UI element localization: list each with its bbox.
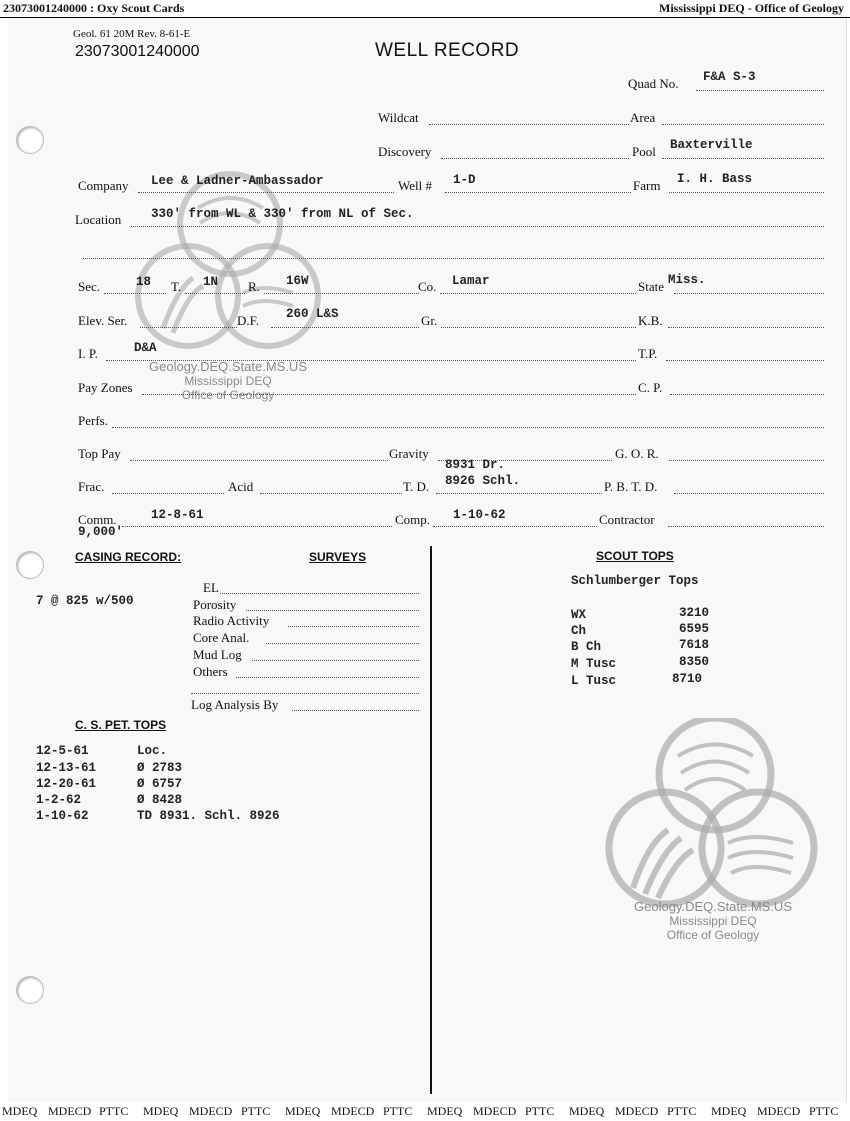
survey-el-line	[220, 593, 419, 594]
cs-pet-tops-row-note: Ø 6757	[137, 777, 183, 791]
sec-value: 18	[136, 275, 152, 289]
t-line	[185, 293, 245, 294]
state-value: Miss.	[668, 273, 706, 287]
footer-item: MDEQ	[711, 1104, 747, 1118]
location-line-2	[83, 258, 824, 259]
footer-bar	[0, 1104, 850, 1121]
df-line	[271, 327, 419, 328]
cs-pet-tops-row-date: 12-13-61	[36, 761, 97, 775]
survey-others-label: Others	[193, 664, 228, 679]
scout-top-name: Ch	[571, 624, 587, 638]
survey-el-label: EL	[203, 580, 219, 595]
watermark-logo-bottom	[603, 718, 823, 958]
scout-top-depth: 7618	[679, 638, 710, 652]
comp-label: Comp.	[395, 512, 431, 527]
watermark-url: Geology.DEQ.State.MS.US	[149, 359, 307, 374]
location-label: Location	[75, 212, 122, 227]
well-record-card	[8, 18, 847, 1102]
area-line	[662, 124, 824, 125]
survey-porosity-label: Porosity	[193, 597, 237, 612]
quad-no-value: F&A S-3	[703, 70, 756, 84]
location-value: 330' from WL & 330' from NL of Sec.	[151, 207, 414, 221]
well-label: Well #	[398, 178, 432, 193]
casing-record-heading: CASING RECORD:	[75, 550, 182, 564]
survey-core-line	[266, 643, 419, 644]
ip-value: D&A	[134, 341, 157, 355]
gr-line	[441, 327, 636, 328]
form-id: Geol. 61 20M Rev. 8-61-E	[73, 28, 191, 40]
pbtd-line	[674, 493, 824, 494]
punch-hole-top	[16, 126, 44, 154]
survey-others-line	[236, 677, 419, 678]
footer-item: PTTC	[99, 1104, 129, 1118]
log-analysis-line	[292, 710, 419, 711]
casing-entry: 7 @ 825 w/500	[36, 594, 134, 608]
watermark-agency: Mississippi DEQ	[669, 914, 757, 928]
tp-line	[666, 360, 824, 361]
top-bar-right-title: Mississippi DEQ - Office of Geology	[659, 1, 844, 15]
scout-top-depth: 8350	[679, 655, 710, 669]
footer-item: MDECD	[615, 1104, 659, 1118]
gor-label: G. O. R.	[615, 446, 659, 461]
comm-extra-value: 9,000'	[78, 525, 124, 539]
well-value: 1-D	[453, 173, 476, 187]
comm-label: Comm.	[78, 512, 117, 527]
contractor-line	[668, 526, 824, 527]
sec-label: Sec.	[78, 279, 101, 294]
elev-ser-label: Elev. Ser.	[78, 313, 128, 328]
cs-pet-tops-row-date: 12-20-61	[36, 777, 97, 791]
footer-item: MDEQ	[143, 1104, 179, 1118]
footer-item: MDECD	[473, 1104, 517, 1118]
co-line	[440, 293, 636, 294]
gr-label: Gr.	[421, 313, 438, 328]
farm-value: I. H. Bass	[677, 172, 753, 186]
td-line	[436, 493, 602, 494]
r-value: 16W	[286, 274, 309, 288]
pay-zones-label: Pay Zones	[78, 380, 133, 395]
footer-item: PTTC	[525, 1104, 555, 1118]
df-value: 260 L&S	[286, 307, 339, 321]
discovery-line	[441, 158, 629, 159]
pool-label: Pool	[632, 144, 656, 159]
footer-item: MDECD	[189, 1104, 233, 1118]
survey-core-label: Core Anal.	[193, 630, 250, 645]
watermark-agency: Mississippi DEQ	[184, 374, 272, 388]
acid-label: Acid	[228, 479, 254, 494]
watermark-office: Office of Geology	[181, 388, 275, 402]
tp-label: T.P.	[638, 346, 658, 361]
survey-blank-line	[191, 693, 419, 694]
td-value-schl: 8926 Schl.	[445, 474, 521, 488]
top-pay-line	[130, 460, 388, 461]
pay-zones-line	[142, 394, 636, 395]
survey-porosity-line	[246, 610, 419, 611]
r-label: R.	[248, 279, 260, 294]
watermark-circles-icon	[603, 718, 823, 918]
cs-pet-tops-row-note: Ø 2783	[137, 761, 183, 775]
frac-label: Frac.	[78, 479, 105, 494]
punch-hole-middle	[16, 551, 44, 579]
state-label: State	[638, 279, 664, 294]
survey-radio-label: Radio Activity	[193, 613, 270, 628]
perfs-label: Perfs.	[78, 413, 108, 428]
cp-line	[670, 394, 824, 395]
footer-item: MDEQ	[2, 1104, 38, 1118]
cs-pet-tops-row-date: 12-5-61	[36, 744, 89, 758]
cs-pet-tops-row-date: 1-2-62	[36, 793, 82, 807]
footer-item: MDECD	[757, 1104, 801, 1118]
survey-radio-line	[288, 626, 419, 627]
well-line	[445, 192, 631, 193]
punch-hole-bottom	[16, 976, 44, 1004]
td-value-drilled: 8931 Dr.	[445, 458, 506, 472]
comp-line	[433, 526, 597, 527]
footer-item: MDECD	[331, 1104, 375, 1118]
watermark-office: Office of Geology	[666, 928, 760, 942]
footer-item: PTTC	[809, 1104, 839, 1118]
ip-label: I. P.	[78, 346, 98, 361]
ip-line	[106, 360, 636, 361]
cs-pet-tops-heading: C. S. PET. TOPS	[75, 718, 167, 732]
location-line	[131, 226, 824, 227]
log-analysis-label: Log Analysis By	[191, 697, 279, 712]
scout-top-name: L Tusc	[571, 674, 617, 688]
discovery-label: Discovery	[378, 144, 432, 159]
kb-label: K.B.	[638, 313, 663, 328]
scout-top-name: WX	[571, 608, 587, 622]
scout-tops-heading: SCOUT TOPS	[596, 549, 674, 563]
form-title: WELL RECORD	[375, 40, 520, 61]
watermark-circles-icon	[118, 168, 338, 368]
section-divider	[430, 546, 432, 1094]
state-line	[674, 293, 824, 294]
company-value: Lee & Ladner-Ambassador	[151, 174, 324, 188]
pool-value: Baxterville	[670, 138, 753, 152]
area-label: Area	[630, 110, 656, 125]
wildcat-label: Wildcat	[378, 110, 419, 125]
survey-mud-log-line	[252, 660, 419, 661]
scout-top-depth: 6595	[679, 622, 710, 636]
footer-item: PTTC	[241, 1104, 271, 1118]
t-value: 1N	[203, 275, 219, 289]
cp-label: C. P.	[638, 380, 663, 395]
quad-no-line	[696, 90, 824, 91]
comm-value: 12-8-61	[151, 508, 204, 522]
footer-item: MDEQ	[427, 1104, 463, 1118]
scout-top-depth: 8710	[672, 672, 703, 686]
watermark-url: Geology.DEQ.State.MS.US	[634, 899, 792, 914]
footer-item: MDEQ	[285, 1104, 321, 1118]
scout-tops-subheading: Schlumberger Tops	[571, 574, 699, 588]
top-pay-label: Top Pay	[78, 446, 121, 461]
footer-item: MDEQ	[569, 1104, 605, 1118]
elev-ser-line	[140, 327, 237, 328]
acid-line	[260, 493, 402, 494]
perfs-line	[112, 427, 824, 428]
gor-line	[669, 460, 824, 461]
gravity-label: Gravity	[389, 446, 429, 461]
top-bar	[0, 0, 850, 18]
frac-line	[112, 493, 224, 494]
pool-line	[662, 158, 824, 159]
comp-value: 1-10-62	[453, 508, 506, 522]
footer-item: PTTC	[667, 1104, 697, 1118]
scout-top-name: B Ch	[571, 640, 602, 654]
api-number: 23073001240000	[75, 43, 200, 60]
farm-line	[669, 192, 824, 193]
surveys-heading: SURVEYS	[309, 550, 367, 564]
farm-label: Farm	[633, 178, 661, 193]
survey-mud-log-label: Mud Log	[193, 647, 242, 662]
kb-line	[668, 327, 824, 328]
company-label: Company	[78, 178, 129, 193]
t-label: T.	[171, 279, 182, 294]
scout-top-name: M Tusc	[571, 657, 617, 671]
scout-top-depth: 3210	[679, 606, 710, 620]
company-line	[138, 192, 394, 193]
contractor-label: Contractor	[599, 512, 655, 527]
cs-pet-tops-row-note: Ø 8428	[137, 793, 183, 807]
td-label: T. D.	[403, 479, 430, 494]
wildcat-line	[429, 124, 629, 125]
top-bar-left-title: 23073001240000 : Oxy Scout Cards	[3, 1, 185, 15]
quad-no-label: Quad No.	[628, 76, 679, 91]
r-line	[264, 293, 419, 294]
sec-line	[104, 293, 166, 294]
cs-pet-tops-row-note: Loc.	[137, 744, 168, 758]
cs-pet-tops-row-date: 1-10-62	[36, 809, 89, 823]
comm-line	[122, 526, 392, 527]
co-label: Co.	[418, 279, 437, 294]
df-label: D.F.	[237, 313, 260, 328]
co-value: Lamar	[452, 274, 490, 288]
footer-item: MDECD	[48, 1104, 92, 1118]
cs-pet-tops-row-note: TD 8931. Schl. 8926	[137, 809, 280, 823]
footer-item: PTTC	[383, 1104, 413, 1118]
pbtd-label: P. B. T. D.	[604, 479, 658, 494]
